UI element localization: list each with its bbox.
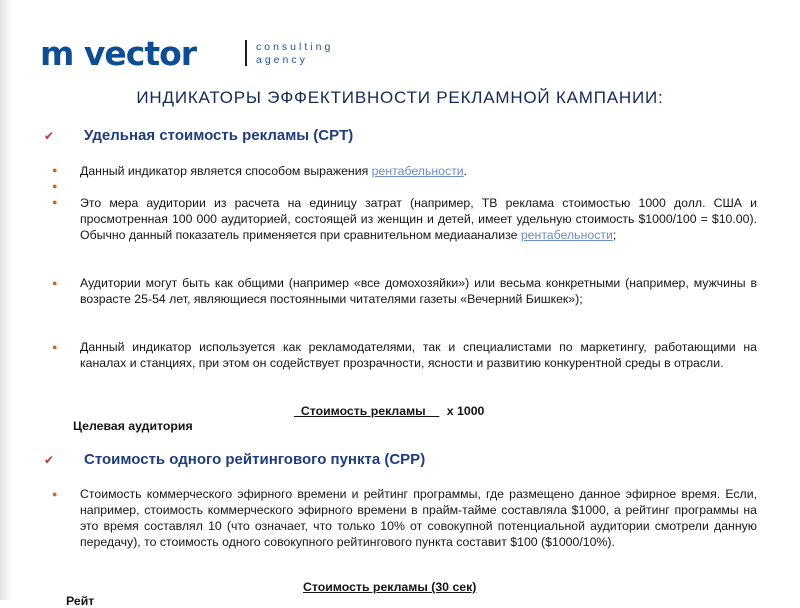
paragraph-cpp-1: Стоимость коммерческого эфирного времени и рейтинг программы, где размещено данное эфирное время. Если, например, стоимость коммерческого эфирного времени в прайм-тайме составляла $1000, а рейтинг программы на это время составлял 10 (что означает, что только 10% от совокупной потенциальной аудитории смотрели данную передачу), то стоимость одного совокупного рейтингового пункта составит $100 ($1000/10%). [80,487,757,549]
section-heading-cpp: ✔ Стоимость одного рейтингового пункта (CPP) [44,451,426,468]
paragraph-cpt-4: Данный индикатор используется как рекламодателями, так и специалистами по маркетингу, работающими на каналах и станциях, при этом он содействует прозрачности, ясности и развитию конкурентной среды в отрасли. [80,340,757,370]
bullet-icon: ● [52,197,58,207]
formula-cpp-numerator: Стоимость рекламы (30 сек) [303,580,477,594]
bullet-icon: ● [52,489,58,499]
bullet-icon: ● [52,278,58,288]
formula-cpt-denominator: Целевая аудитория [73,419,193,433]
logo-divider [245,40,247,66]
bullet-icon: ● [52,181,58,191]
formula-cpt-numerator: Стоимость рекламы х 1000 [294,404,485,418]
section-heading-cpt: ✔ Удельная стоимость рекламы (CPT) [44,127,354,144]
link-rentabelnost-2[interactable]: рентабельности [520,228,613,242]
paragraph-cpt-1: Данный индикатор является способом выражения рентабельности. [80,164,468,178]
bullet-icon: ● [52,342,58,352]
logo-tagline: consulting agency [256,41,334,66]
paragraph-cpt-3: Аудитории могут быть как общими (например «все домохозяйки») или весьма конкретными (например, мужчины в возрасте 25-54 лет, являющиеся постоянными читателями газеты «Вечерний Бишкек»); [80,276,757,306]
formula-cpp-denominator-cut: Рейт [66,594,95,608]
bullet-icon: ● [52,165,58,175]
paragraph-cpt-2: Это мера аудитории из расчета на единицу затрат (например, ТВ реклама стоимостью 1000 долл. США и просмотренная 100 000 аудиторией, состоящей из женщин и детей, имеет удельную стоимость $1000/100 = $10.00). Обычно данный показатель применяется при сравнительном медиаанализе рентабельности; [80,196,757,242]
checkmark-icon: ✔ [44,129,55,143]
checkmark-icon: ✔ [44,453,55,467]
link-rentabelnost[interactable]: рентабельности [371,164,464,178]
page-title: ИНДИКАТОРЫ ЭФФЕКТИВНОСТИ РЕКЛАМНОЙ КАМПАНИИ: [136,88,664,107]
logo-wordmark: m vector [40,34,197,73]
